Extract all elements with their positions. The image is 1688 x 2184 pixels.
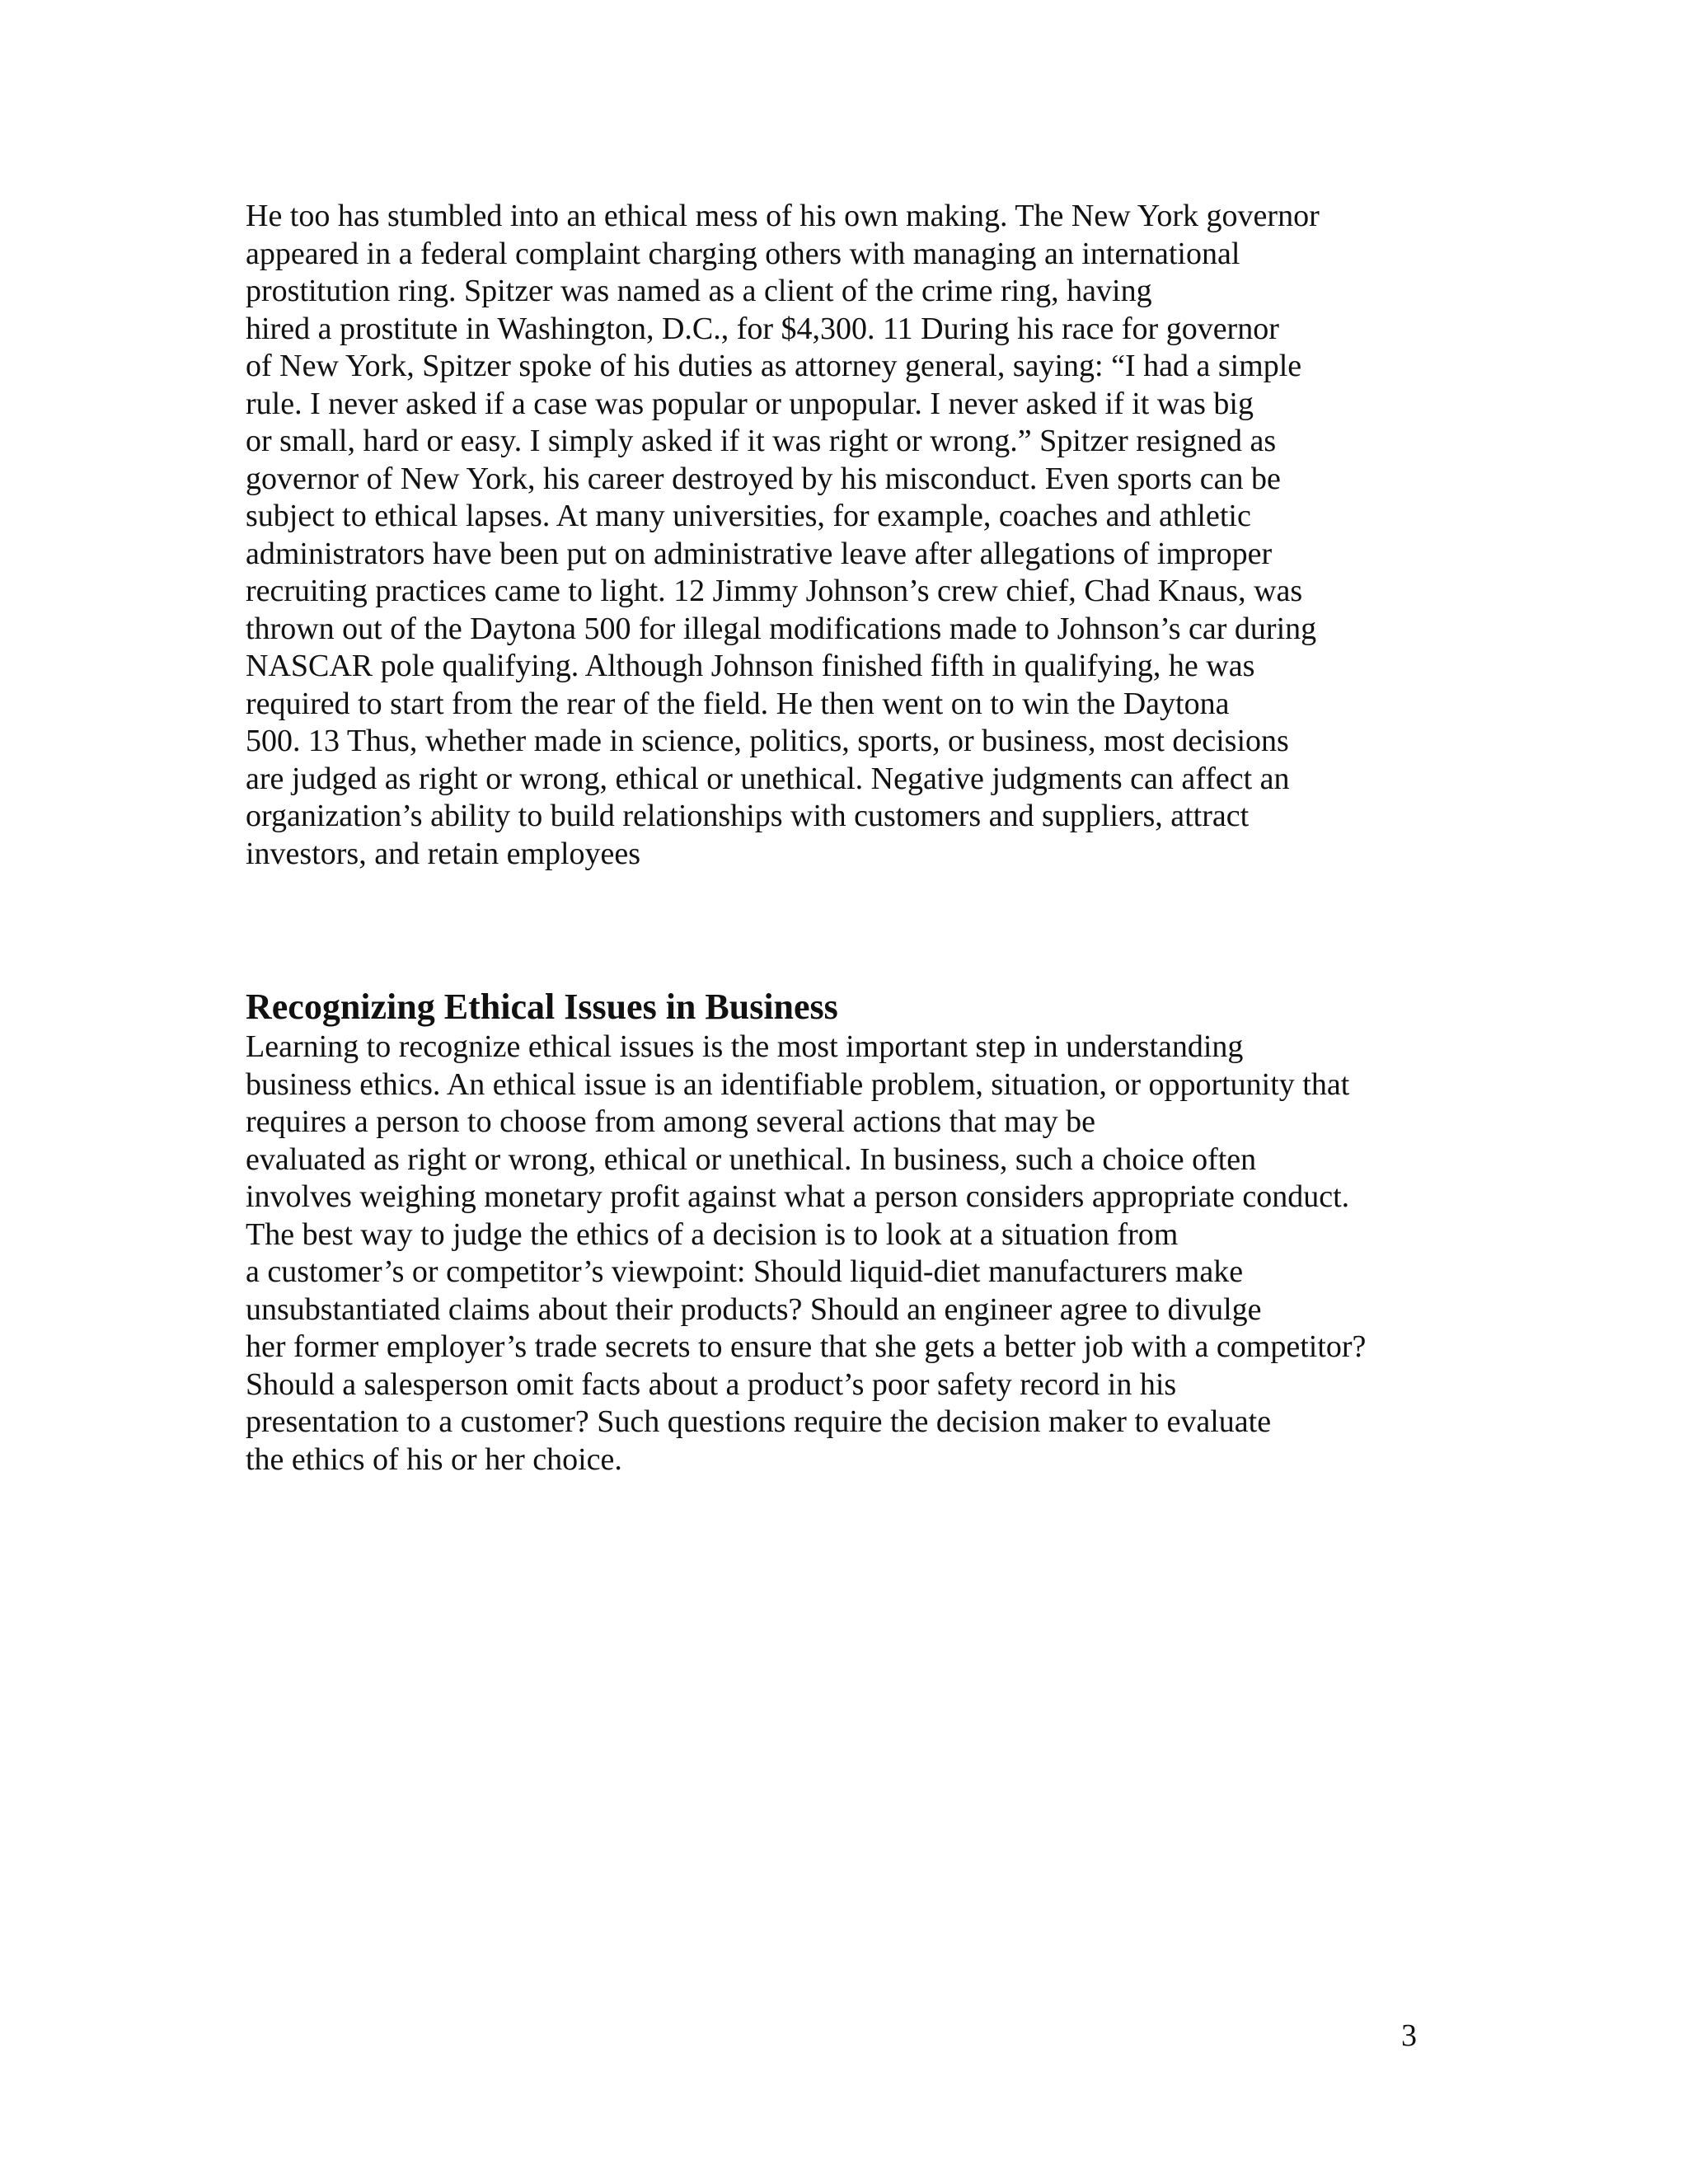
paragraph-line: prostitution ring. Spitzer was named as a client of the crime ring, having [246, 274, 1152, 308]
paragraph-line: presentation to a customer? Such questions require the decision maker to evaluate [246, 1404, 1272, 1439]
paragraph-line: thrown out of the Daytona 500 for illegal modifications made to Johnson’s car during [246, 611, 1317, 646]
paragraph-line: recruiting practices came to light. 12 Jimmy Johnson’s crew chief, Chad Knaus, was [246, 574, 1303, 608]
paragraph-line: rule. I never asked if a case was popular or unpopular. I never asked if it was big [246, 386, 1254, 421]
paragraph-line: business ethics. An ethical issue is an identifiable problem, situation, or opportunity that [246, 1066, 1350, 1102]
paragraph-line: involves weighing monetary profit against what a person considers appropriate conduct. [246, 1179, 1350, 1214]
paragraph-line: or small, hard or easy. I simply asked if it was right or wrong.” Spitzer resigned as [246, 424, 1277, 458]
paragraph-line: 500. 13 Thus, whether made in science, politics, sports, or business, most decisions [246, 724, 1289, 758]
paragraph-line: the ethics of his or her choice. [246, 1441, 622, 1477]
paragraph-line: He too has stumbled into an ethical mess of his own making. The New York governor [246, 199, 1320, 233]
paragraph-line: The best way to judge the ethics of a decision is to look at a situation from [246, 1216, 1179, 1252]
paragraph-line: governor of New York, his career destroyed by his misconduct. Even sports can be [246, 461, 1281, 496]
paragraph-line: organization’s ability to build relationships with customers and suppliers, attract [246, 799, 1250, 833]
paragraph-line: are judged as right or wrong, ethical or unethical. Negative judgments can affect an [246, 761, 1290, 796]
paragraph-line: Should a salesperson omit facts about a product’s poor safety record in his [246, 1366, 1177, 1402]
paragraph-line: her former employer’s trade secrets to ensure that she gets a better job with a competitor? [246, 1329, 1367, 1364]
paragraph-line: unsubstantiated claims about their products? Should an engineer agree to divulge [246, 1291, 1262, 1327]
paragraph-line: evaluated as right or wrong, ethical or unethical. In business, such a choice often [246, 1141, 1257, 1177]
paragraph-line: required to start from the rear of the field. He then went on to win the Daytona [246, 686, 1230, 721]
paragraph-line: hired a prostitute in Washington, D.C., for $4,300. 11 During his race for governor [246, 311, 1279, 346]
paragraph-line: administrators have been put on administrative leave after allegations of improper [246, 536, 1273, 571]
body-paragraph-1 [246, 198, 1320, 873]
page-number: 3 [1401, 2018, 1417, 2053]
paragraph-line: appeared in a federal complaint charging others with managing an international [246, 236, 1240, 271]
paragraph-line: NASCAR pole qualifying. Although Johnson finished fifth in qualifying, he was [246, 649, 1255, 683]
paragraph-line: Learning to recognize ethical issues is the most important step in understanding [246, 1029, 1244, 1064]
paragraph-line: a customer’s or competitor’s viewpoint: Should liquid-diet manufacturers make [246, 1254, 1244, 1289]
body-paragraph-2 [246, 1029, 1366, 1479]
section-heading: Recognizing Ethical Issues in Business [246, 987, 838, 1027]
paragraph-line: of New York, Spitzer spoke of his duties as attorney general, saying: “I had a simple [246, 349, 1302, 383]
paragraph-line: investors, and retain employees [246, 836, 641, 871]
paragraph-line: subject to ethical lapses. At many universities, for example, coaches and athletic [246, 499, 1251, 533]
paragraph-line: requires a person to choose from among several actions that may be [246, 1104, 1095, 1139]
